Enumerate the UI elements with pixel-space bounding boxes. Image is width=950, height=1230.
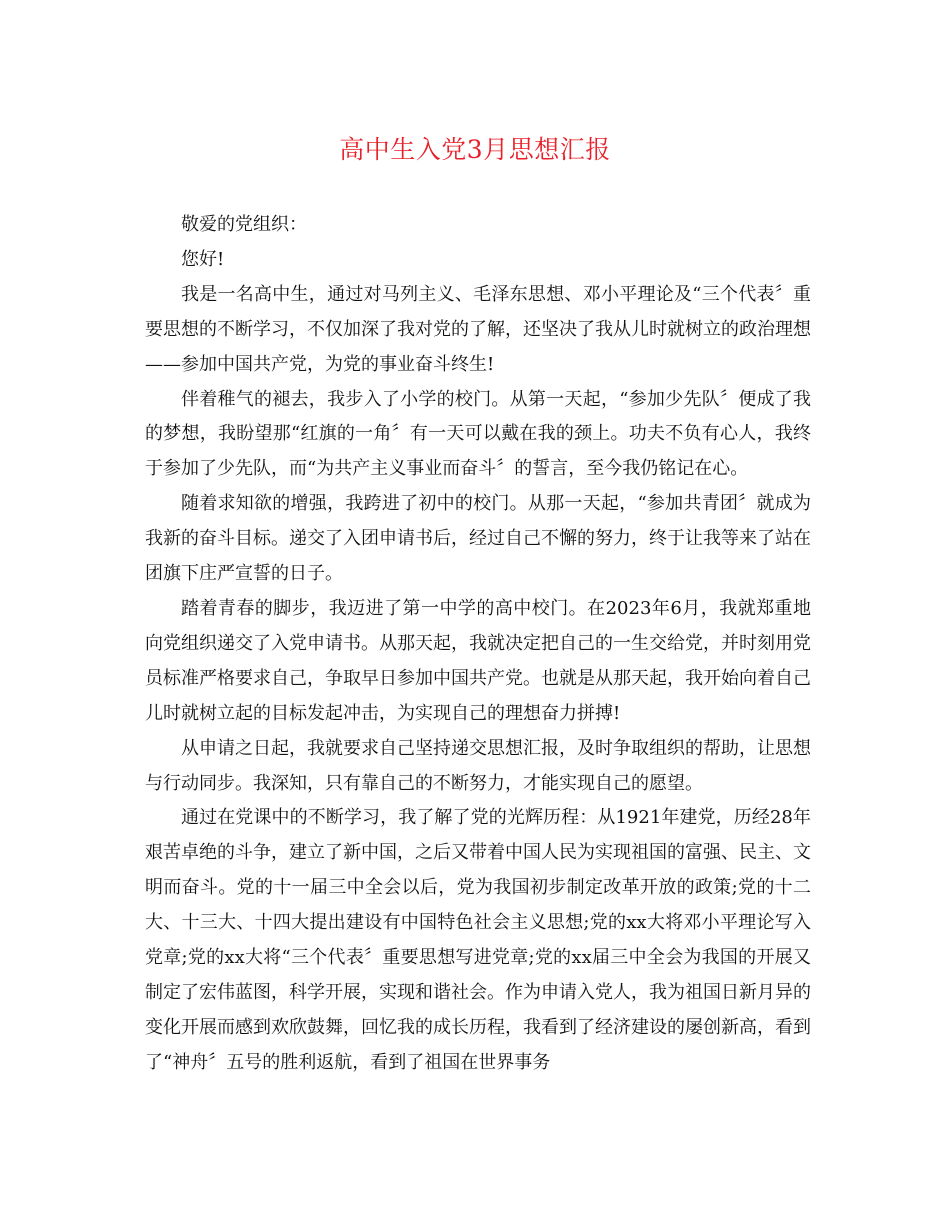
greeting: 您好! bbox=[181, 248, 225, 270]
document-title: 高中生入党3月思想汇报 bbox=[339, 135, 611, 164]
salutation: 敬爱的党组织： bbox=[181, 214, 307, 235]
paragraph: 从申请之日起，我就要求自己坚持递交思想汇报，及时争取组织的帮助，让思想与行动同步。我深知，只有靠自己的不断努力，才能实现自己的愿望。 bbox=[145, 737, 811, 794]
paragraph: 伴着稚气的褪去，我步入了小学的校门。从第一天起，“参加少先队〞便成了我的梦想，我盼望那“红旗的一角〞有一天可以戴在我的颈上。功夫不负有心人，我终于参加了少先队，而“为共产主义事业而奋斗〞的誓言，至今我仍铭记在心。 bbox=[145, 388, 811, 480]
document-body bbox=[145, 208, 811, 1081]
paragraph: 通过在党课中的不断学习，我了解了党的光辉历程：从1921年建党，历经28年艰苦卓绝的斗争，建立了新中国，之后又带着中国人民为实现祖国的富强、民主、文明而奋斗。党的十一届三中全会以后，党为我国初步制定改革开放的政策;党的十二大、十三大、十四大提出建设有中国特色社会主义思想;党的xx大将邓小平理论写入党章;党的xx大将“三个代表〞重要思想写进党章;党的xx届三中全会为我国的开展又制定了宏伟蓝图，科学开展，实现和谐社会。作为申请入党人，我为祖国日新月异的变化开展而感到欢欣鼓舞，回忆我的成长历程，我看到了经济建设的屡创新高，看到了“神舟〞五号的胜利返航，看到了祖国在世界事务 bbox=[145, 807, 811, 1073]
paragraph: 随着求知欲的增强，我跨进了初中的校门。从那一天起，“参加共青团〞就成为我新的奋斗目标。递交了入团申请书后，经过自己不懈的努力，终于让我等来了站在团旗下庄严宣誓的日子。 bbox=[145, 493, 811, 585]
paragraph: 我是一名高中生，通过对马列主义、毛泽东思想、邓小平理论及“三个代表〞重要思想的不断学习，不仅加深了我对党的了解，还坚决了我从儿时就树立的政治理想——参加中国共产党，为党的事业奋斗终生! bbox=[145, 283, 811, 375]
paragraph: 踏着青春的脚步，我迈进了第一中学的高中校门。在2023年6月，我就郑重地向党组织递交了入党申请书。从那天起，我就决定把自己的一生交给党，并时刻用党员标准严格要求自己，争取早日参加中国共产党。也就是从那天起，我开始向着自己儿时就树立起的目标发起冲击，为实现自己的理想奋力拼搏! bbox=[145, 597, 811, 724]
